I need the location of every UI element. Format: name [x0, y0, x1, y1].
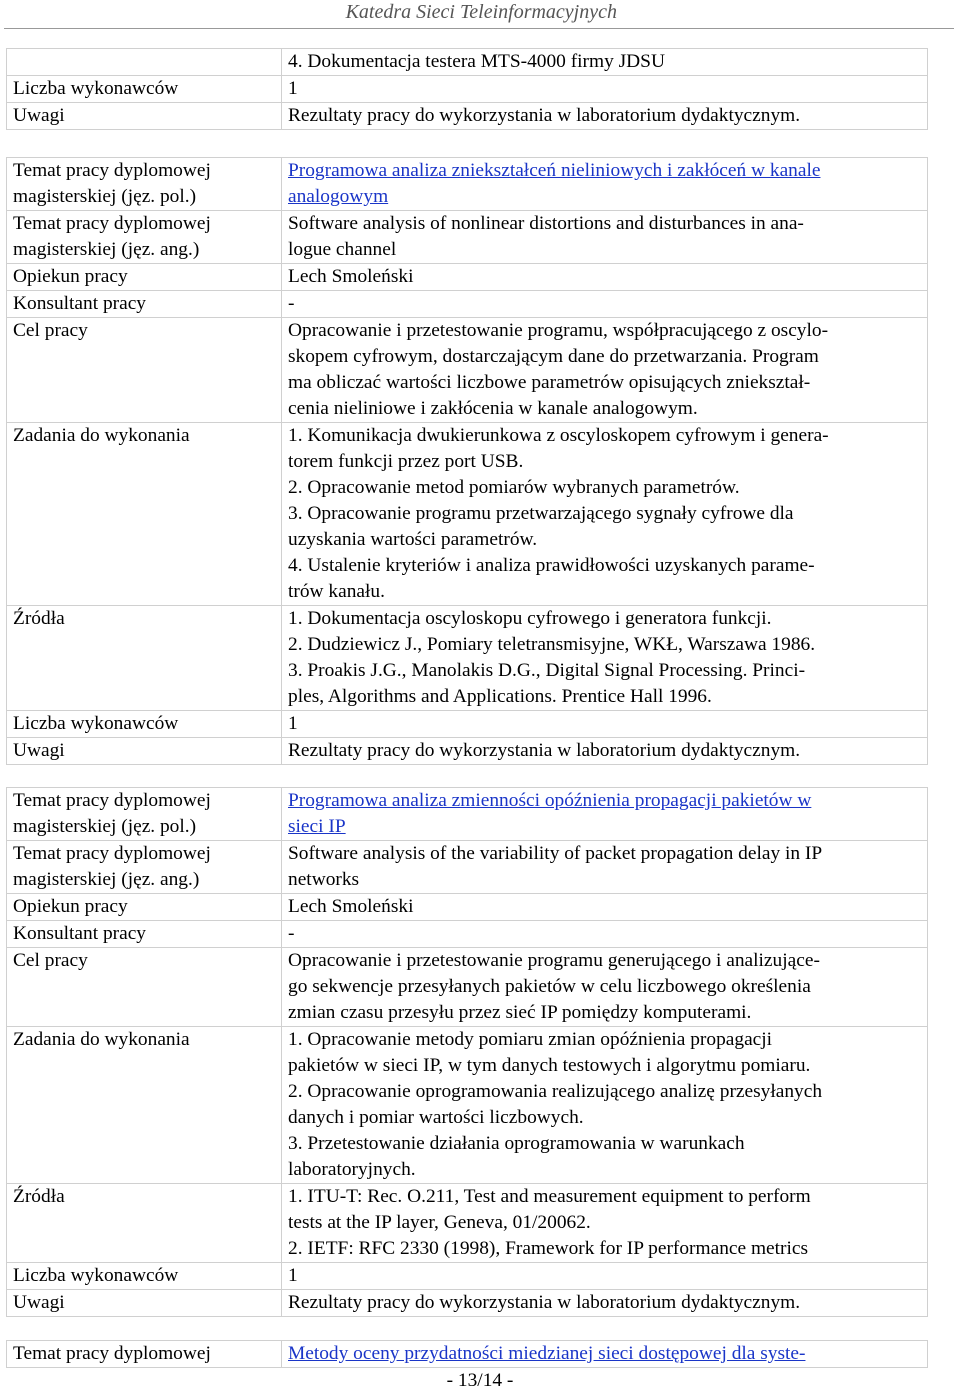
- temat-ang-line: logue channel: [288, 239, 397, 260]
- header-title: Katedra Sieci Teleinformacyjnych: [345, 1, 617, 23]
- zadania-line: laboratoryjnych.: [288, 1159, 416, 1180]
- liczba-row: [7, 76, 928, 103]
- temat-ang-line: Software analysis of the variability of packet propagation delay in IP: [288, 843, 823, 864]
- cel-value: [282, 948, 928, 1027]
- temat-pol-value: [282, 788, 928, 841]
- liczba-label: Liczba wykonawców: [7, 711, 282, 738]
- temat-ang-value: [282, 841, 928, 894]
- temat-ang-label: [7, 211, 282, 264]
- zadania-line: 2. Opracowanie metod pomiarów wybranych parametrów.: [288, 477, 740, 498]
- konsultant-label: Konsultant pracy: [7, 291, 282, 318]
- opiekun-label: Opiekun pracy: [7, 894, 282, 921]
- temat-pol-label-line: magisterskiej (jęz. pol.): [13, 816, 197, 837]
- zadania-line: 1. Komunikacja dwukierunkowa z oscyloskopem cyfrowym i genera-: [288, 425, 829, 446]
- zrodla-label: Źródła: [7, 1184, 282, 1263]
- temat-ang-label-line: Temat pracy dyplomowej: [13, 843, 211, 864]
- zrodla-line: 2. IETF: RFC 2330 (1998), Framework for IP performance metrics: [288, 1238, 809, 1259]
- zrodla-line: 1. ITU-T: Rec. O.211, Test and measurement equipment to perform: [288, 1186, 811, 1207]
- zrodla-tail-value: 4. Dokumentacja testera MTS-4000 firmy JDSU: [282, 49, 928, 76]
- uwagi-label: Uwagi: [7, 103, 282, 130]
- cel-line: zmian czasu przesyłu przez sieć IP pomiędzy komputerami.: [288, 1002, 752, 1023]
- zadania-label: Zadania do wykonania: [7, 1027, 282, 1184]
- temat-pol-link[interactable]: Programowa analiza zmienności opóźnienia propagacji pakietów w: [288, 790, 812, 811]
- temat-pol-label-line: Temat pracy dyplomowej: [13, 160, 211, 181]
- liczba-value: 1: [282, 76, 928, 103]
- zadania-line: 2. Opracowanie oprogramowania realizującego analizę przesyłanych: [288, 1081, 823, 1102]
- zadania-line: 1. Opracowanie metody pomiaru zmian opóźnienia propagacji: [288, 1029, 773, 1050]
- zadania-line: trów kanału.: [288, 581, 385, 602]
- zadania-row: [7, 423, 928, 606]
- opiekun-value: Lech Smoleński: [282, 894, 928, 921]
- temat-pol-value: [282, 158, 928, 211]
- cel-label: Cel pracy: [7, 318, 282, 423]
- thesis-table-2: [6, 787, 928, 1317]
- temat-pol-link[interactable]: Metody oceny przydatności miedzianej sieci dostępowej dla syste-: [288, 1343, 806, 1364]
- zadania-label: Zadania do wykonania: [7, 423, 282, 606]
- temat-ang-label-line: magisterskiej (jęz. ang.): [13, 239, 200, 260]
- temat-pol-value: [282, 1341, 928, 1368]
- liczba-row: [7, 1263, 928, 1290]
- cel-value: [282, 318, 928, 423]
- konsultant-row: [7, 921, 928, 948]
- konsultant-row: [7, 291, 928, 318]
- uwagi-value: Rezultaty pracy do wykorzystania w laboratorium dydaktycznym.: [282, 103, 928, 130]
- header-rule: [4, 28, 954, 29]
- temat-ang-label: [7, 841, 282, 894]
- zadania-line: 3. Przetestowanie działania oprogramowania w warunkach: [288, 1133, 745, 1154]
- thesis-table-3: [6, 1340, 928, 1368]
- zadania-line: danych i pomiar wartości liczbowych.: [288, 1107, 584, 1128]
- cel-label: Cel pracy: [7, 948, 282, 1027]
- liczba-value: 1: [282, 711, 928, 738]
- uwagi-row: [7, 1290, 928, 1317]
- zrodla-row: [7, 1184, 928, 1263]
- temat-ang-row: [7, 841, 928, 894]
- uwagi-label: Uwagi: [7, 1290, 282, 1317]
- cel-line: Opracowanie i przetestowanie programu, współpracującego z oscylo-: [288, 320, 829, 341]
- zadania-line: 3. Opracowanie programu przetwarzającego sygnały cyfrowe dla: [288, 503, 794, 524]
- uwagi-row: [7, 103, 928, 130]
- opiekun-label: Opiekun pracy: [7, 264, 282, 291]
- zadania-line: pakietów w sieci IP, w tym danych testowych i algorytmu pomiaru.: [288, 1055, 811, 1076]
- thesis-table-0: [6, 48, 928, 130]
- temat-pol-label: [7, 158, 282, 211]
- zadania-line: 4. Ustalenie kryteriów i analiza prawidłowości uzyskanych parame-: [288, 555, 815, 576]
- opiekun-value: Lech Smoleński: [282, 264, 928, 291]
- zrodla-value: [282, 606, 928, 711]
- liczba-label: Liczba wykonawców: [7, 76, 282, 103]
- liczba-row: [7, 711, 928, 738]
- zrodla-value: [282, 1184, 928, 1263]
- temat-ang-line: networks: [288, 869, 360, 890]
- zrodla-line: 1. Dokumentacja oscyloskopu cyfrowego i generatora funkcji.: [288, 608, 772, 629]
- temat-pol-link[interactable]: Programowa analiza zniekształceń nieliniowych i zakłóceń w kanale: [288, 160, 821, 181]
- uwagi-value: Rezultaty pracy do wykorzystania w laboratorium dydaktycznym.: [282, 738, 928, 765]
- zrodla-tail-label: [7, 49, 282, 76]
- zrodla-line: 2. Dudziewicz J., Pomiary teletransmisyjne, WKŁ, Warszawa 1986.: [288, 634, 816, 655]
- cel-line: cenia nieliniowe i zakłócenia w kanale analogowym.: [288, 398, 698, 419]
- konsultant-value: -: [282, 291, 928, 318]
- uwagi-value: Rezultaty pracy do wykorzystania w laboratorium dydaktycznym.: [282, 1290, 928, 1317]
- zrodla-line: 3. Proakis J.G., Manolakis D.G., Digital Signal Processing. Princi-: [288, 660, 806, 681]
- temat-ang-label-line: Temat pracy dyplomowej: [13, 213, 211, 234]
- temat-pol-row: [7, 1341, 928, 1368]
- cel-line: skopem cyfrowym, dostarczającym dane do przetwarzania. Program: [288, 346, 819, 367]
- zadania-value: [282, 423, 928, 606]
- opiekun-row: [7, 894, 928, 921]
- temat-ang-line: Software analysis of nonlinear distortions and disturbances in ana-: [288, 213, 804, 234]
- zadania-line: torem funkcji przez port USB.: [288, 451, 524, 472]
- konsultant-label: Konsultant pracy: [7, 921, 282, 948]
- temat-ang-row: [7, 211, 928, 264]
- temat-pol-row: [7, 158, 928, 211]
- zrodla-row: [7, 606, 928, 711]
- zrodla-line: ples, Algorithms and Applications. Prentice Hall 1996.: [288, 686, 712, 707]
- temat-ang-value: [282, 211, 928, 264]
- opiekun-row: [7, 264, 928, 291]
- liczba-value: 1: [282, 1263, 928, 1290]
- cel-row: [7, 318, 928, 423]
- temat-pol-row: [7, 788, 928, 841]
- cel-line: Opracowanie i przetestowanie programu generującego i analizujące-: [288, 950, 820, 971]
- temat-pol-link[interactable]: analogowym: [288, 186, 389, 207]
- zadania-value: [282, 1027, 928, 1184]
- zrodla-label: Źródła: [7, 606, 282, 711]
- temat-pol-label: Temat pracy dyplomowej: [7, 1341, 282, 1368]
- page-header: [0, 0, 960, 30]
- uwagi-row: [7, 738, 928, 765]
- temat-pol-label: [7, 788, 282, 841]
- zrodla-tail-row: [7, 49, 928, 76]
- uwagi-label: Uwagi: [7, 738, 282, 765]
- temat-ang-label-line: magisterskiej (jęz. ang.): [13, 869, 200, 890]
- zadania-row: [7, 1027, 928, 1184]
- zadania-line: uzyskania wartości parametrów.: [288, 529, 538, 550]
- temat-pol-label-line: magisterskiej (jęz. pol.): [13, 186, 197, 207]
- cel-line: ma obliczać wartości liczbowe parametrów opisujących zniekształ-: [288, 372, 811, 393]
- page-number: - 13/14 -: [446, 1370, 514, 1391]
- thesis-table-1: [6, 157, 928, 765]
- zrodla-line: tests at the IP layer, Geneva, 01/20062.: [288, 1212, 591, 1233]
- liczba-label: Liczba wykonawców: [7, 1263, 282, 1290]
- cel-line: go sekwencje przesyłanych pakietów w celu liczbowego określenia: [288, 976, 811, 997]
- konsultant-value: -: [282, 921, 928, 948]
- temat-pol-label-line: Temat pracy dyplomowej: [13, 790, 211, 811]
- temat-pol-link[interactable]: sieci IP: [288, 816, 346, 837]
- cel-row: [7, 948, 928, 1027]
